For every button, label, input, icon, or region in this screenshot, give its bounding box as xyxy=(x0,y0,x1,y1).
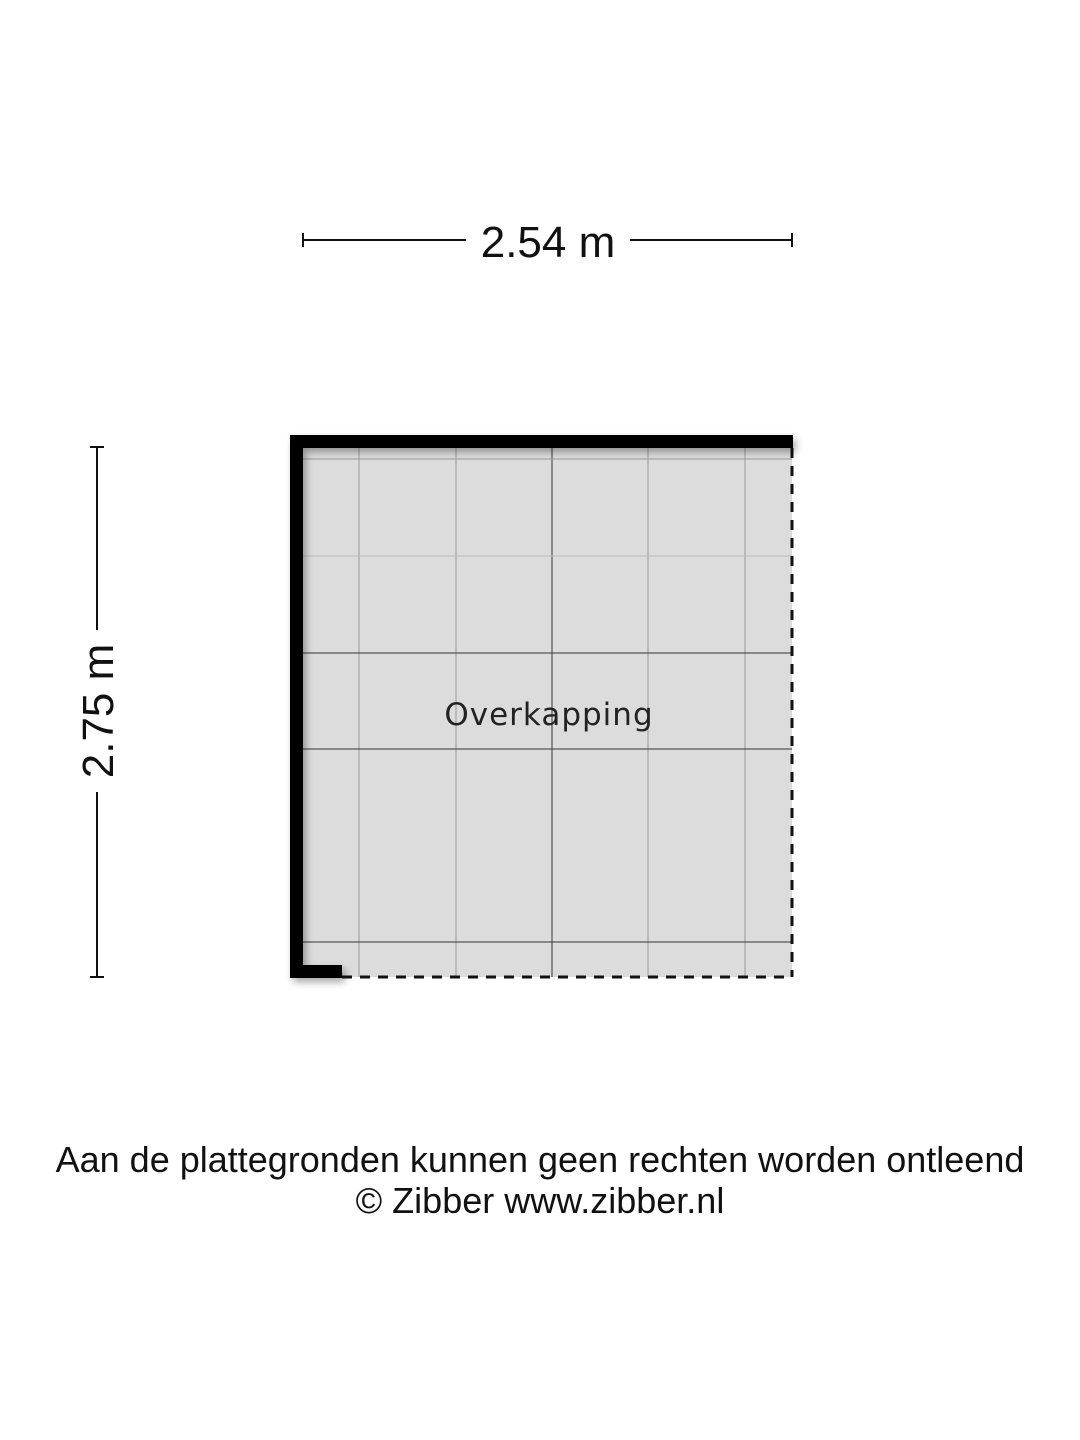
wall-top xyxy=(290,435,793,448)
height-dimension-label: 2.75 m xyxy=(74,643,123,779)
wall-left xyxy=(290,435,303,978)
width-dimension-label: 2.54 m xyxy=(480,218,616,267)
height-dimension xyxy=(74,447,123,977)
width-dimension xyxy=(303,218,792,267)
room-label: Overkapping xyxy=(444,697,654,733)
copyright-text: © Zibber www.zibber.nl xyxy=(355,1180,725,1221)
wall-bottom-stub xyxy=(290,965,342,978)
disclaimer-text: Aan de plattegronden kunnen geen rechten worden ontleend xyxy=(55,1139,1025,1180)
